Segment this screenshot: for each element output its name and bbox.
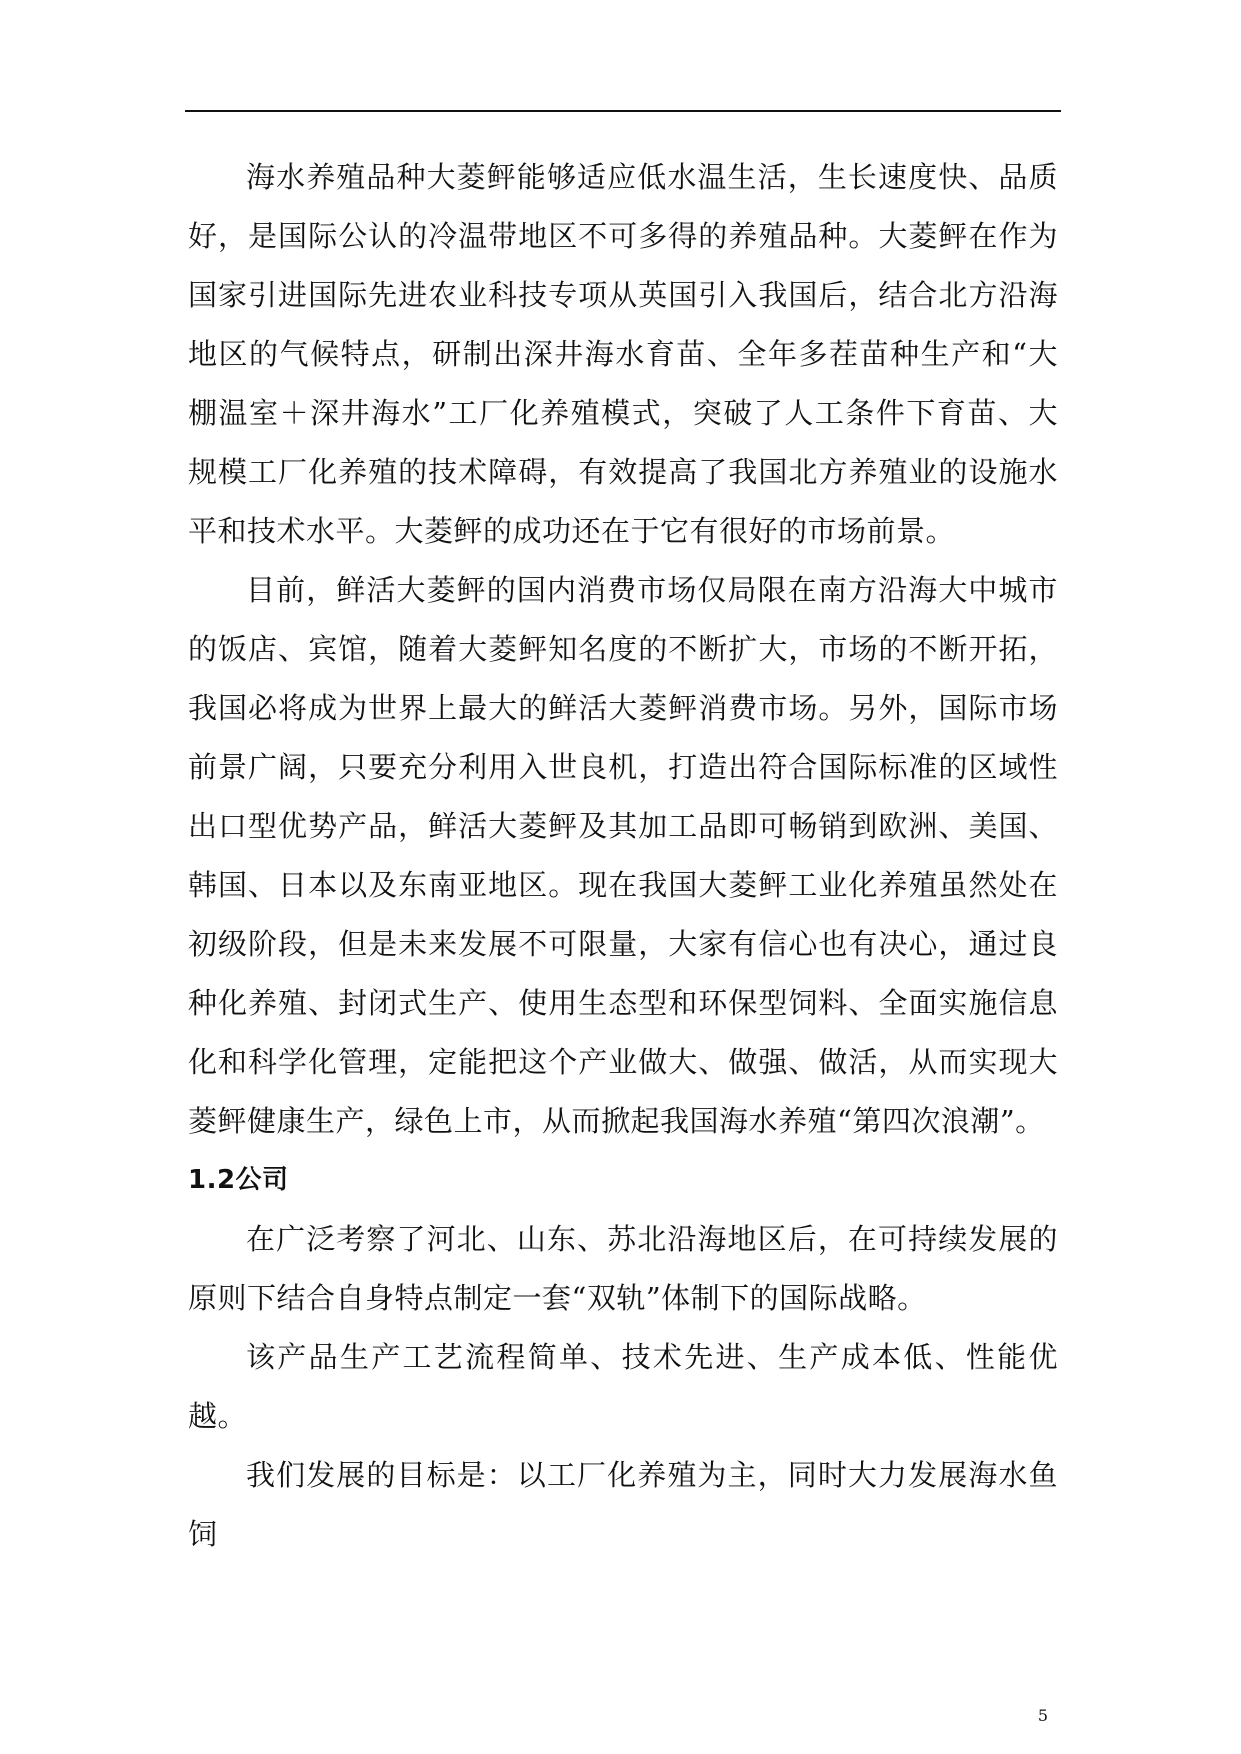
page-number: 5: [1037, 1706, 1048, 1725]
paragraph-product-process: 该产品生产工艺流程简单、技术先进、生产成本低、性能优越。: [188, 1340, 1058, 1433]
paragraph-company-strategy: 在广泛考察了河北、山东、苏北沿海地区后，在可持续发展的原则下结合自身特点制定一套“双轨”体制下的国际战略。: [188, 1222, 1058, 1315]
paragraph-market-intro: 海水养殖品种大菱鲆能够适应低水温生活，生长速度快、品质好，是国际公认的冷温带地区不可多得的养殖品种。大菱鲆在作为国家引进国际先进农业科技专项从英国引入我国后，结合北方沿海地区的气候特点，研制出深井海水育苗、全年多茬苗种生产和“大棚温室＋深井海水”工厂化养殖模式，突破了人工条件下育苗、大规模工厂化养殖的技术障碍，有效提高了我国北方养殖业的设施水平和技术水平。大菱鲆的成功还在于它有很好的市场前景。: [188, 160, 1058, 548]
header-rule: [185, 110, 1061, 112]
paragraph-market-outlook: 目前，鲜活大菱鲆的国内消费市场仅局限在南方沿海大中城市的饭店、宾馆，随着大菱鲆知名度的不断扩大，市场的不断开拓，我国必将成为世界上最大的鲜活大菱鲆消费市场。另外，国际市场前景广阔，只要充分利用入世良机，打造出符合国际标准的区域性出口型优势产品，鲜活大菱鲆及其加工品即可畅销到欧洲、美国、韩国、日本以及东南亚地区。现在我国大菱鲆工业化养殖虽然处在初级阶段，但是未来发展不可限量，大家有信心也有决心，通过良种化养殖、封闭式生产、使用生态型和环保型饲料、全面实施信息化和科学化管理，定能把这个产业做大、做强、做活，从而实现大菱鲆健康生产，绿色上市，从而掀起我国海水养殖“第四次浪潮”。: [188, 573, 1058, 1138]
paragraph-development-goal: 我们发展的目标是：以工厂化养殖为主，同时大力发展海水鱼饲: [188, 1458, 1058, 1551]
section-heading: 1.2公司: [188, 1165, 289, 1195]
page-body: [188, 148, 1058, 1564]
